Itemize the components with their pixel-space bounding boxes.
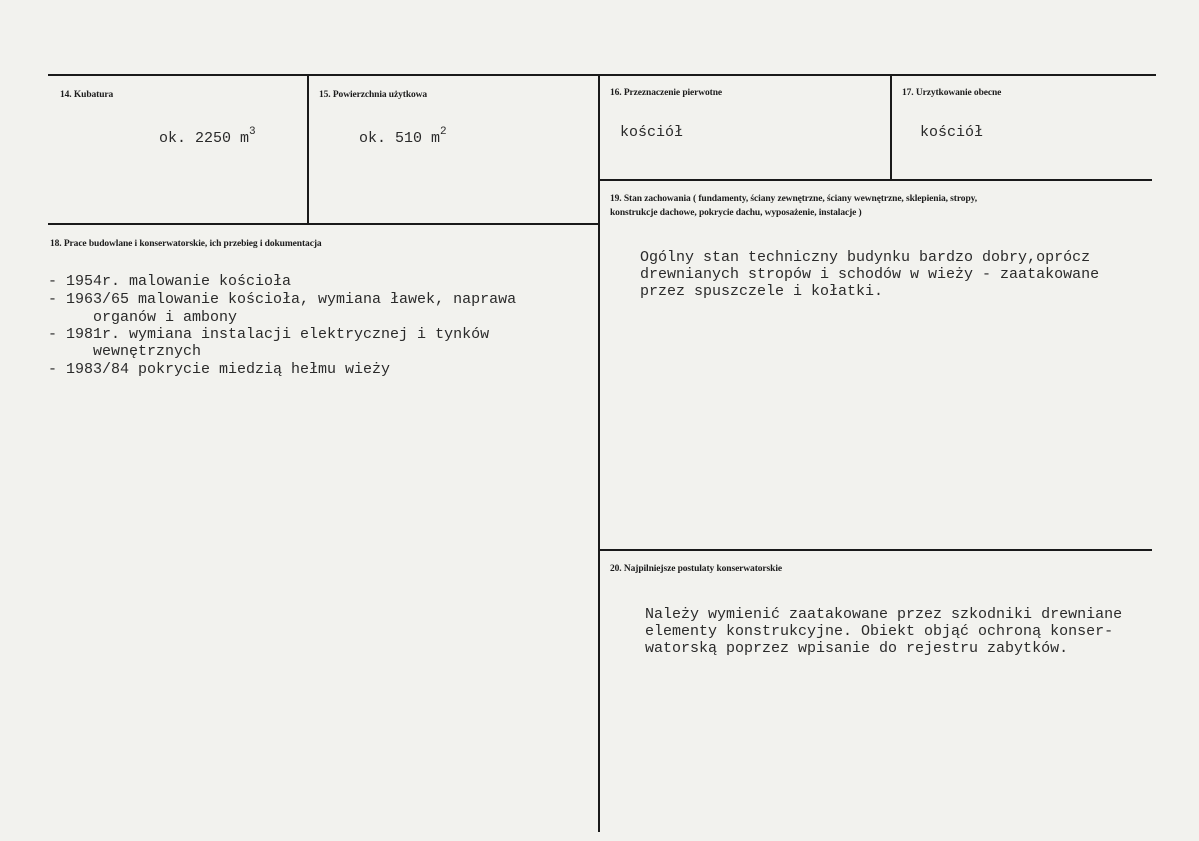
- field-14-value-text: ok. 2250 m: [159, 130, 250, 147]
- field-20-label: 20. Najpilniejsze postulaty konserwatorskie: [610, 564, 782, 574]
- field-20-line: watorską poprzez wpisanie do rejestru zabytków.: [645, 640, 1069, 657]
- field-18-line: wewnętrznych: [48, 343, 202, 360]
- field-19-line: Ogólny stan techniczny budynku bardzo dobry,oprócz: [640, 249, 1091, 266]
- field-14-value: [159, 124, 256, 147]
- field-20-line: Należy wymienić zaatakowane przez szkodniki drewniane: [645, 606, 1123, 623]
- divider-16-17: [890, 75, 892, 180]
- top-rule: [48, 74, 1156, 76]
- field-18-line: - 1981r. wymiana instalacji elektrycznej i tynków: [48, 326, 490, 343]
- field-14-unit-exponent: 3: [249, 126, 256, 138]
- rule-under-16-17: [598, 179, 1152, 181]
- field-19-label-line-2: konstrukcje dachowe, pokrycie dachu, wyposażenie, instalacje ): [610, 208, 862, 218]
- field-17-value: kościół: [920, 124, 984, 141]
- field-19-line: przez spuszczele i kołatki.: [640, 283, 884, 300]
- field-20-line: elementy konstrukcyjne. Obiekt objąć ochroną konser-: [645, 623, 1114, 640]
- rule-under-14-15: [48, 223, 599, 225]
- field-15-value: [359, 124, 447, 147]
- field-18-line: - 1963/65 malowanie kościoła, wymiana ławek, naprawa: [48, 291, 517, 308]
- field-15-label: 15. Powierzchnia użytkowa: [319, 90, 428, 100]
- field-19-line: drewnianych stropów i schodów w wieży - zaatakowane: [640, 266, 1100, 283]
- rule-above-20: [598, 549, 1152, 551]
- divider-14-15: [307, 75, 309, 224]
- field-18-line: organów i ambony: [48, 309, 238, 326]
- field-16-label: 16. Przeznaczenie pierwotne: [610, 88, 723, 98]
- field-18-label: 18. Prace budowlane i konserwatorskie, ich przebieg i dokumentacja: [50, 239, 322, 249]
- main-vertical-divider: [598, 75, 600, 832]
- field-18-line: - 1954r. malowanie kościoła: [48, 273, 292, 290]
- field-17-label: 17. Urzytkowanie obecne: [902, 88, 1002, 98]
- field-14-label: 14. Kubatura: [60, 90, 114, 100]
- field-15-value-text: ok. 510 m: [359, 130, 441, 147]
- field-16-value: kościół: [620, 124, 684, 141]
- field-19-label-line-1: 19. Stan zachowania ( fundamenty, ściany zewnętrzne, ściany wewnętrzne, sklepienia, stropy,: [610, 194, 978, 204]
- field-18-line: - 1983/84 pokrycie miedzią hełmu wieży: [48, 361, 391, 378]
- field-15-unit-exponent: 2: [440, 126, 447, 138]
